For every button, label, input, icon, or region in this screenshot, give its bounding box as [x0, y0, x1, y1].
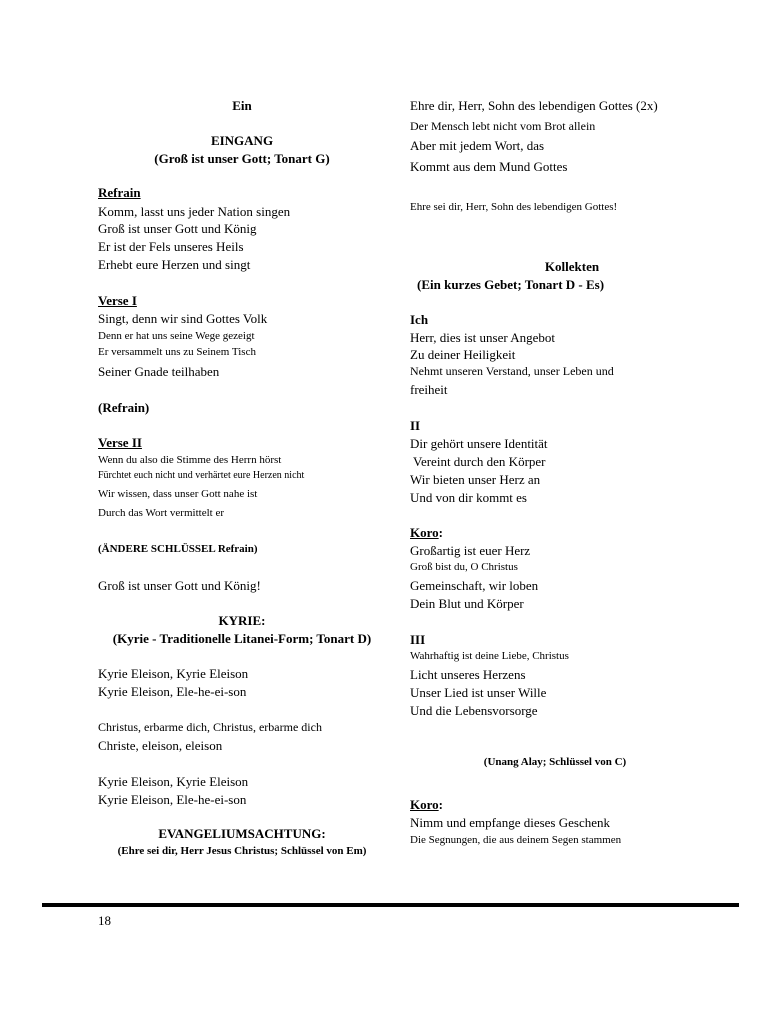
right-column [410, 0, 700, 900]
verse2-line: Fürchtet euch nicht und verhärtet eure Herzen nicht [98, 470, 305, 481]
kyrie-line: Kyrie Eleison, Ele-he-ei-son [98, 684, 247, 699]
koro-colon: : [438, 797, 443, 812]
final-line: Groß ist unser Gott und König! [98, 578, 261, 593]
verse2-line: Durch das Wort vermittelt er [98, 507, 224, 519]
verse1-label: Verse I [98, 293, 137, 308]
kyrie-line: Kyrie Eleison, Kyrie Eleison [98, 666, 249, 681]
gospel-line: Ehre sei dir, Herr, Sohn des lebendigen Gottes! [410, 201, 618, 213]
kyrie-line: Christus, erbarme dich, Christus, erbarme dich [98, 720, 322, 734]
gospel-line: Aber mit jedem Wort, das [410, 138, 545, 153]
eingang-subheading: (Groß ist unser Gott; Tonart G) [154, 151, 330, 166]
kollekten-subheading: (Ein kurzes Gebet; Tonart D - Es) [417, 277, 605, 292]
part3-line: Unser Lied ist unser Wille [410, 685, 547, 700]
verse2-label: Verse II [98, 435, 142, 450]
verse1-line: Seiner Gnade teilhaben [98, 364, 220, 379]
refrain-line: Groß ist unser Gott und König [98, 221, 257, 236]
kollekten-heading: Kollekten [544, 259, 600, 274]
koro-colon: : [438, 525, 443, 540]
koro-line: Gemeinschaft, wir loben [410, 578, 539, 593]
koro-line: Groß bist du, O Christus [410, 561, 518, 573]
koro-label [410, 526, 443, 539]
gospel-line: Ehre dir, Herr, Sohn des lebendigen Gottes (2x) [410, 98, 658, 113]
koro-line: Die Segnungen, die aus deinem Segen stammen [410, 834, 622, 846]
part2-line: Vereint durch den Körper [410, 454, 546, 469]
left-column [98, 0, 386, 900]
refrain-label: Refrain [98, 185, 141, 200]
part1-label: Ich [410, 312, 429, 327]
refrain-line: Er ist der Fels unseres Heils [98, 239, 244, 254]
gospel-line: Der Mensch lebt nicht vom Brot allein [410, 119, 596, 133]
kyrie-line: Kyrie Eleison, Kyrie Eleison [98, 774, 249, 789]
part2-line: Und von dir kommt es [410, 490, 527, 505]
gospel-heading: EVANGELIUMSACHTUNG: [158, 826, 326, 841]
part1-line: Herr, dies ist unser Angebot [410, 330, 555, 345]
part2-line: Wir bieten unser Herz an [410, 472, 541, 487]
verse2-line: Wir wissen, dass unser Gott nahe ist [98, 488, 258, 500]
part3-label: III [410, 632, 426, 647]
verse1-line: Denn er hat uns seine Wege gezeigt [98, 330, 255, 342]
refrain-repeat: (Refrain) [98, 400, 150, 415]
part1-line: freiheit [410, 382, 448, 397]
refrain-line: Komm, lasst uns jeder Nation singen [98, 204, 291, 219]
unang-note: (Unang Alay; Schlüssel von C) [483, 756, 627, 768]
part3-line: Licht unseres Herzens [410, 667, 526, 682]
part3-line: Wahrhaftig ist deine Liebe, Christus [410, 650, 569, 662]
koro-line: Großartig ist euer Herz [410, 543, 531, 558]
page-number: 18 [98, 913, 111, 928]
verse1-line: Er versammelt uns zu Seinem Tisch [98, 346, 256, 358]
refrain-line: Erhebt eure Herzen und singt [98, 257, 251, 272]
verse2-line: Wenn du also die Stimme des Herrn hörst [98, 454, 282, 466]
part1-line: Zu deiner Heiligkeit [410, 347, 516, 362]
koro-label-text: Koro [410, 525, 439, 540]
koro-label-text: Koro [410, 797, 439, 812]
kyrie-subheading: (Kyrie - Traditionelle Litanei-Form; Tonart D) [112, 631, 372, 646]
kyrie-line: Christe, eleison, eleison [98, 738, 223, 753]
part1-line: Nehmt unseren Verstand, unser Leben und [410, 364, 614, 378]
gospel-subheading: (Ehre sei dir, Herr Jesus Christus; Schlüssel von Em) [117, 845, 367, 857]
kyrie-heading: KYRIE: [218, 613, 266, 628]
part2-line: Dir gehört unsere Identität [410, 436, 548, 451]
kyrie-line: Kyrie Eleison, Ele-he-ei-son [98, 792, 247, 807]
koro-line: Dein Blut und Körper [410, 596, 524, 611]
verse1-line: Singt, denn wir sind Gottes Volk [98, 311, 268, 326]
footer-rule [42, 903, 739, 907]
koro-label [410, 798, 443, 811]
key-change-note: (ÄNDERE SCHLÜSSEL Refrain) [98, 543, 258, 555]
part2-label: II [410, 418, 421, 433]
section-title: Ein [232, 98, 252, 113]
koro-line: Nimm und empfange dieses Geschenk [410, 815, 611, 830]
part3-line: Und die Lebensvorsorge [410, 703, 538, 718]
gospel-line: Kommt aus dem Mund Gottes [410, 159, 568, 174]
eingang-heading: EINGANG [210, 133, 274, 148]
